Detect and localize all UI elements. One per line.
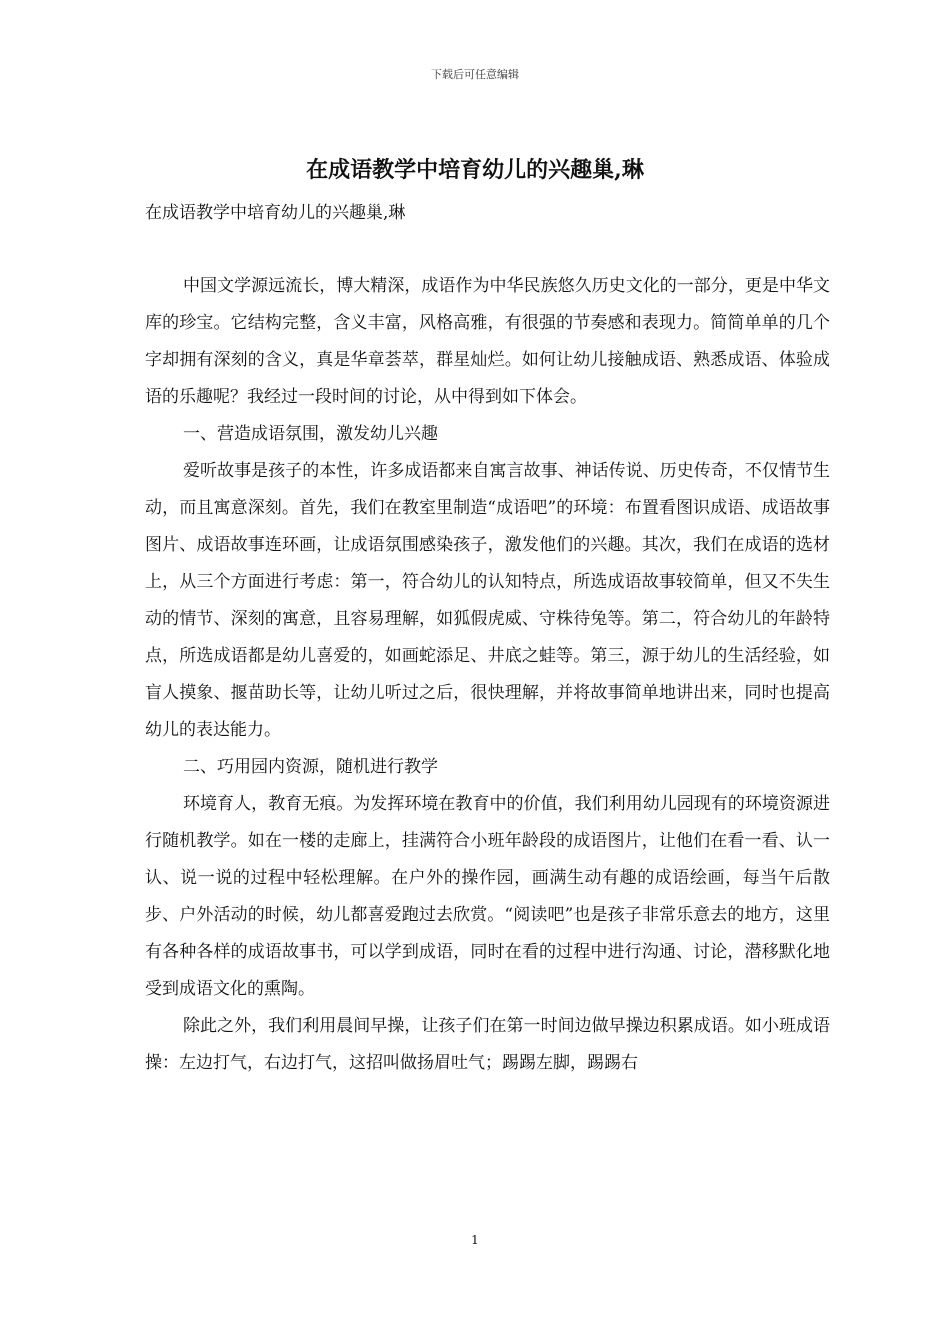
document-subtitle: 在成语教学中培育幼儿的兴趣巢,琳 (145, 203, 406, 223)
page-number: 1 (471, 1233, 479, 1247)
paragraph-section-2: 环境育人，教育无痕。为发挥环境在教育中的价值，我们利用幼儿园现有的环境资源进行随机教学。如在一楼的走廊上，挂满符合小班年龄段的成语图片，让他们在看一看、认一认、说一说的过程中轻松理解。在户外的操作园，画满生动有趣的成语绘画，每当午后散步、户外活动的时候，幼儿都喜爱跑过去欣赏。“阅读吧”也是孩子非常乐意去的地方，这里有各种各样的成语故事书，可以学到成语，同时在看的过程中进行沟通、讨论，潜移默化地受到成语文化的熏陶。 (145, 794, 830, 999)
page-header-note: 下载后可任意编辑 (431, 68, 519, 81)
section-heading-1: 一、营造成语氛围，激发幼儿兴趣 (183, 424, 438, 444)
section-heading-2: 二、巧用园内资源，随机进行教学 (183, 757, 438, 777)
document-body (145, 268, 830, 1082)
document-title: 在成语教学中培育幼儿的兴趣巢,琳 (306, 157, 644, 183)
paragraph-section-1: 爱听故事是孩子的本性，许多成语都来自寓言故事、神话传说、历史传奇，不仅情节生动，而且寓意深刻。首先，我们在教室里制造“成语吧”的环境：布置看图识成语、成语故事图片、成语故事连环画，让成语氛围感染孩子，激发他们的兴趣。其次，我们在成语的选材上，从三个方面进行考虑：第一，符合幼儿的认知特点，所选成语故事较简单，但又不失生动的情节、深刻的寓意，且容易理解，如狐假虎威、守株待兔等。第二，符合幼儿的年龄特点，所选成语都是幼儿喜爱的，如画蛇添足、井底之蛙等。第三，源于幼儿的生活经验，如盲人摸象、揠苗助长等，让幼儿听过之后，很快理解，并将故事简单地讲出来，同时也提高幼儿的表达能力。 (145, 461, 830, 740)
paragraph-intro: 中国文学源远流长，博大精深，成语作为中华民族悠久历史文化的一部分，更是中华文库的珍宝。它结构完整，含义丰富，风格高雅，有很强的节奏感和表现力。简简单单的几个字却拥有深刻的含义，真是华章荟萃，群星灿烂。如何让幼儿接触成语、熟悉成语、体验成语的乐趣呢？我经过一段时间的讨论，从中得到如下体会。 (145, 276, 830, 407)
paragraph-continuation: 除此之外，我们利用晨间早操，让孩子们在第一时间边做早操边积累成语。如小班成语操：左边打气，右边打气，这招叫做扬眉吐气；踢踢左脚，踢踢右 (145, 1016, 830, 1073)
